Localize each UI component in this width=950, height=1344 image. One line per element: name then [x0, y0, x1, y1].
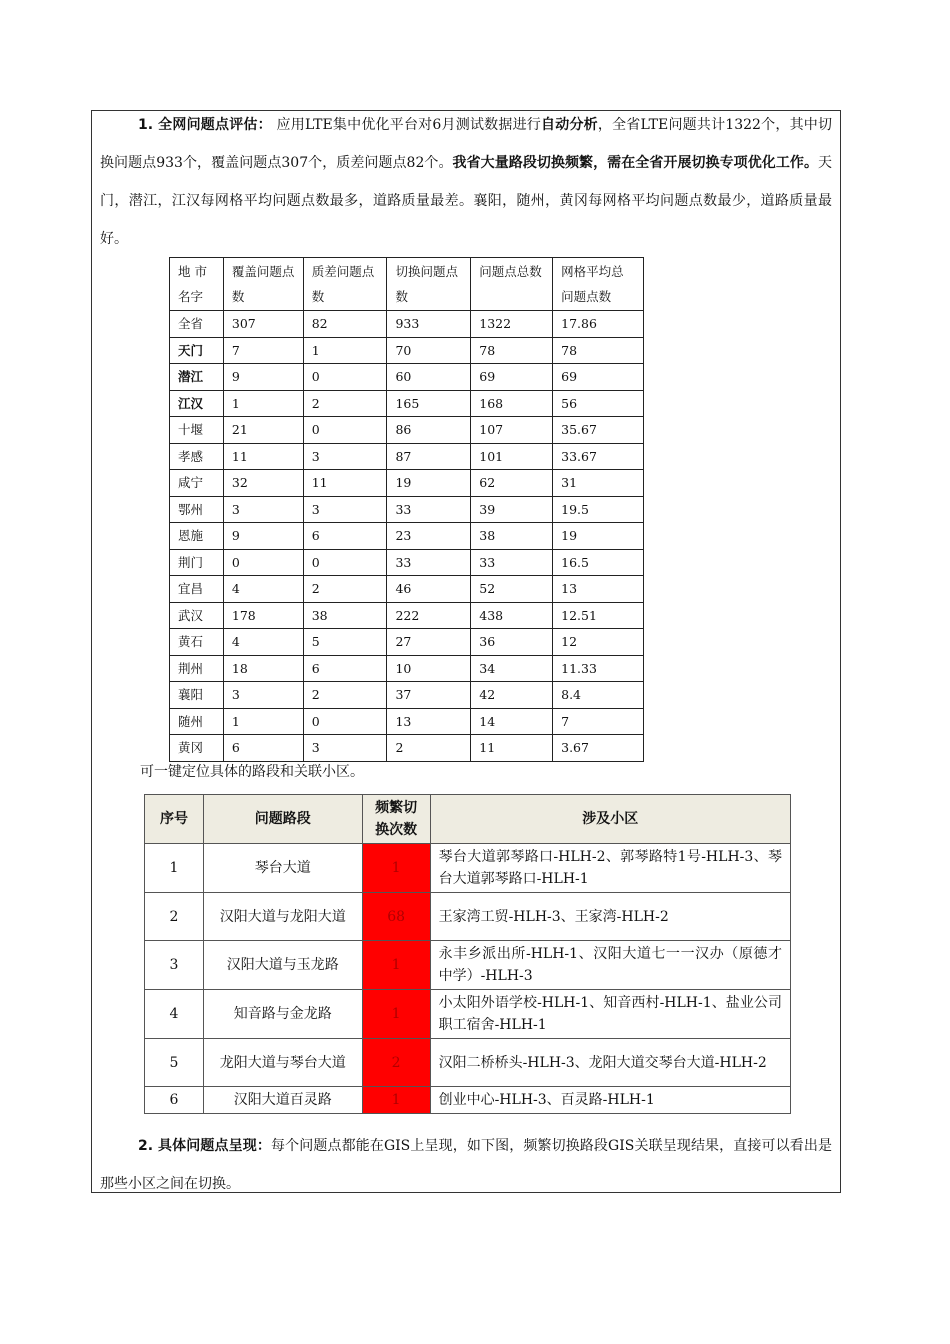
- handover-header-row: [145, 795, 791, 844]
- stats-city-cell: 恩施: [170, 523, 224, 550]
- handover-count-cell: 1: [362, 990, 430, 1039]
- stats-header-cell: 覆盖问题点数: [223, 258, 303, 311]
- stats-header-cell: 地 市名字: [170, 258, 224, 311]
- stats-value-cell: 17.86: [553, 311, 644, 338]
- handover-index-cell: 1: [145, 844, 204, 893]
- stats-city-cell: 全省: [170, 311, 224, 338]
- stats-value-cell: 11: [223, 443, 303, 470]
- handover-count-cell: 1: [362, 844, 430, 893]
- handover-index-cell: 2: [145, 893, 204, 941]
- section1-heading: 1. 全网问题点评估：: [138, 117, 272, 133]
- stats-value-cell: 6: [303, 655, 387, 682]
- stats-city-cell: 咸宁: [170, 470, 224, 497]
- handover-row: [145, 1039, 791, 1087]
- stats-city-cell: 十堰: [170, 417, 224, 444]
- stats-value-cell: 19: [553, 523, 644, 550]
- stats-value-cell: 9: [223, 523, 303, 550]
- section1-text-b: ，全省LTE问题共计1322个，其中切换问题点933个，覆盖问题点307个，质差问题点82个。: [100, 117, 833, 171]
- stats-value-cell: 12.51: [553, 602, 644, 629]
- stats-row: [170, 417, 644, 444]
- stats-value-cell: 52: [471, 576, 553, 603]
- stats-value-cell: 307: [223, 311, 303, 338]
- stats-row: [170, 364, 644, 391]
- stats-city-cell: 襄阳: [170, 682, 224, 709]
- stats-value-cell: 9: [223, 364, 303, 391]
- stats-value-cell: 33: [387, 496, 471, 523]
- stats-value-cell: 0: [303, 417, 387, 444]
- handover-count-cell: 68: [362, 893, 430, 941]
- stats-value-cell: 0: [303, 549, 387, 576]
- stats-value-cell: 0: [223, 549, 303, 576]
- handover-cells-cell: 小太阳外语学校-HLH-1、知音西村-HLH-1、盐业公司职工宿舍-HLH-1: [430, 990, 790, 1039]
- stats-value-cell: 32: [223, 470, 303, 497]
- handover-index-cell: 5: [145, 1039, 204, 1087]
- stats-row: [170, 443, 644, 470]
- stats-row: [170, 576, 644, 603]
- stats-city-cell: 武汉: [170, 602, 224, 629]
- stats-header-cell: 质差问题点数: [303, 258, 387, 311]
- handover-row: [145, 941, 791, 990]
- handover-road-cell: 汉阳大道百灵路: [203, 1087, 362, 1114]
- stats-city-cell: 荆门: [170, 549, 224, 576]
- stats-city-cell: 鄂州: [170, 496, 224, 523]
- stats-value-cell: 1: [223, 390, 303, 417]
- stats-value-cell: 27: [387, 629, 471, 656]
- stats-value-cell: 19.5: [553, 496, 644, 523]
- stats-value-cell: 34: [471, 655, 553, 682]
- handover-road-cell: 龙阳大道与琴台大道: [203, 1039, 362, 1087]
- stats-city-cell: 黄冈: [170, 735, 224, 762]
- stats-row: [170, 523, 644, 550]
- stats-value-cell: 168: [471, 390, 553, 417]
- stats-value-cell: 78: [553, 337, 644, 364]
- stats-value-cell: 1322: [471, 311, 553, 338]
- stats-value-cell: 101: [471, 443, 553, 470]
- stats-value-cell: 178: [223, 602, 303, 629]
- stats-value-cell: 7: [223, 337, 303, 364]
- stats-value-cell: 69: [553, 364, 644, 391]
- stats-row: [170, 311, 644, 338]
- stats-row: [170, 735, 644, 762]
- stats-value-cell: 6: [303, 523, 387, 550]
- section2-heading: 2. 具体问题点呈现：: [138, 1138, 272, 1154]
- document-frame: [91, 110, 841, 1193]
- stats-value-cell: 38: [303, 602, 387, 629]
- stats-row: [170, 629, 644, 656]
- stats-value-cell: 2: [387, 735, 471, 762]
- stats-value-cell: 86: [387, 417, 471, 444]
- stats-value-cell: 3.67: [553, 735, 644, 762]
- stats-value-cell: 82: [303, 311, 387, 338]
- stats-city-cell: 江汉: [170, 390, 224, 417]
- stats-value-cell: 33.67: [553, 443, 644, 470]
- handover-cells-cell: 琴台大道郭琴路口-HLH-2、郭琴路特1号-HLH-3、琴台大道郭琴路口-HLH-1: [430, 844, 790, 893]
- stats-value-cell: 39: [471, 496, 553, 523]
- handover-header-cell: 问题路段: [203, 795, 362, 844]
- stats-city-cell: 天门: [170, 337, 224, 364]
- stats-value-cell: 35.67: [553, 417, 644, 444]
- stats-city-cell: 随州: [170, 708, 224, 735]
- stats-value-cell: 38: [471, 523, 553, 550]
- stats-row: [170, 390, 644, 417]
- stats-value-cell: 36: [471, 629, 553, 656]
- stats-value-cell: 0: [303, 708, 387, 735]
- stats-value-cell: 2: [303, 390, 387, 417]
- stats-city-cell: 孝感: [170, 443, 224, 470]
- stats-value-cell: 4: [223, 576, 303, 603]
- stats-value-cell: 37: [387, 682, 471, 709]
- section1-text-a: 应用LTE集中优化平台对6月测试数据进行: [271, 117, 542, 133]
- stats-value-cell: 42: [471, 682, 553, 709]
- handover-road-cell: 汉阳大道与玉龙路: [203, 941, 362, 990]
- stats-row: [170, 655, 644, 682]
- stats-header-cell: 网格平均总问题点数: [553, 258, 644, 311]
- stats-value-cell: 69: [471, 364, 553, 391]
- stats-header-cell: 问题点总数: [471, 258, 553, 311]
- section2-text: 每个问题点都能在GIS上呈现，如下图，频繁切换路段GIS关联呈现结果，直接可以看出是那些小区之间在切换。: [100, 1138, 833, 1192]
- table-caption: 可一键定位具体的路段和关联小区。: [140, 764, 364, 780]
- stats-value-cell: 1: [303, 337, 387, 364]
- stats-row: [170, 708, 644, 735]
- handover-index-cell: 4: [145, 990, 204, 1039]
- handover-row: [145, 844, 791, 893]
- handover-index-cell: 3: [145, 941, 204, 990]
- stats-value-cell: 87: [387, 443, 471, 470]
- stats-value-cell: 438: [471, 602, 553, 629]
- stats-value-cell: 3: [223, 496, 303, 523]
- stats-value-cell: 933: [387, 311, 471, 338]
- stats-value-cell: 62: [471, 470, 553, 497]
- stats-value-cell: 14: [471, 708, 553, 735]
- handover-cells-cell: 汉阳二桥桥头-HLH-3、龙阳大道交琴台大道-HLH-2: [430, 1039, 790, 1087]
- handover-header-cell: 涉及小区: [430, 795, 790, 844]
- stats-value-cell: 78: [471, 337, 553, 364]
- stats-row: [170, 602, 644, 629]
- section1-bold-b: 我省大量路段切换频繁，需在全省开展切换专项优化工作。: [452, 155, 818, 171]
- stats-value-cell: 70: [387, 337, 471, 364]
- handover-row: [145, 893, 791, 941]
- stats-value-cell: 3: [303, 496, 387, 523]
- stats-value-cell: 23: [387, 523, 471, 550]
- section1-text-c: 天门，潜江，江汉每网格平均问题点数最多，道路质量最差。襄阳，随州，黄冈每网格平均问题点数最少，道路质量最好。: [100, 155, 832, 247]
- handover-count-cell: 1: [362, 941, 430, 990]
- stats-city-cell: 荆州: [170, 655, 224, 682]
- stats-value-cell: 13: [387, 708, 471, 735]
- stats-value-cell: 3: [223, 682, 303, 709]
- stats-value-cell: 2: [303, 682, 387, 709]
- stats-value-cell: 56: [553, 390, 644, 417]
- handover-cells-cell: 永丰乡派出所-HLH-1、汉阳大道七一一汉办（原德才中学）-HLH-3: [430, 941, 790, 990]
- handover-index-cell: 6: [145, 1087, 204, 1114]
- stats-value-cell: 7: [553, 708, 644, 735]
- stats-value-cell: 33: [471, 549, 553, 576]
- stats-city-cell: 潜江: [170, 364, 224, 391]
- section1-bold-a: 自动分析: [541, 117, 598, 133]
- stats-value-cell: 33: [387, 549, 471, 576]
- stats-value-cell: 5: [303, 629, 387, 656]
- stats-header-cell: 切换问题点数: [387, 258, 471, 311]
- stats-value-cell: 2: [303, 576, 387, 603]
- stats-value-cell: 11.33: [553, 655, 644, 682]
- stats-value-cell: 4: [223, 629, 303, 656]
- handover-cells-cell: 王家湾工贸-HLH-3、王家湾-HLH-2: [430, 893, 790, 941]
- stats-value-cell: 31: [553, 470, 644, 497]
- stats-value-cell: 16.5: [553, 549, 644, 576]
- handover-row: [145, 1087, 791, 1114]
- stats-value-cell: 21: [223, 417, 303, 444]
- stats-row: [170, 470, 644, 497]
- stats-value-cell: 60: [387, 364, 471, 391]
- stats-value-cell: 1: [223, 708, 303, 735]
- handover-cells-cell: 创业中心-HLH-3、百灵路-HLH-1: [430, 1087, 790, 1114]
- handover-header-cell: 频繁切换次数: [362, 795, 430, 844]
- stats-value-cell: 10: [387, 655, 471, 682]
- stats-row: [170, 549, 644, 576]
- handover-table: [144, 794, 791, 1114]
- stats-value-cell: 222: [387, 602, 471, 629]
- stats-value-cell: 0: [303, 364, 387, 391]
- stats-value-cell: 13: [553, 576, 644, 603]
- stats-city-cell: 宜昌: [170, 576, 224, 603]
- stats-row: [170, 496, 644, 523]
- stats-value-cell: 18: [223, 655, 303, 682]
- stats-value-cell: 46: [387, 576, 471, 603]
- stats-header-row: [170, 258, 644, 311]
- stats-city-cell: 黄石: [170, 629, 224, 656]
- stats-table: [169, 257, 644, 762]
- handover-count-cell: 2: [362, 1039, 430, 1087]
- stats-value-cell: 3: [303, 735, 387, 762]
- stats-value-cell: 8.4: [553, 682, 644, 709]
- stats-value-cell: 107: [471, 417, 553, 444]
- handover-road-cell: 汉阳大道与龙阳大道: [203, 893, 362, 941]
- handover-road-cell: 知音路与金龙路: [203, 990, 362, 1039]
- handover-row: [145, 990, 791, 1039]
- stats-value-cell: 19: [387, 470, 471, 497]
- stats-row: [170, 682, 644, 709]
- stats-value-cell: 12: [553, 629, 644, 656]
- stats-value-cell: 3: [303, 443, 387, 470]
- stats-value-cell: 11: [303, 470, 387, 497]
- section2-paragraph: [100, 1127, 832, 1203]
- handover-road-cell: 琴台大道: [203, 844, 362, 893]
- stats-value-cell: 165: [387, 390, 471, 417]
- section1-paragraph: [100, 106, 832, 258]
- handover-count-cell: 1: [362, 1087, 430, 1114]
- stats-row: [170, 337, 644, 364]
- handover-header-cell: 序号: [145, 795, 204, 844]
- stats-value-cell: 11: [471, 735, 553, 762]
- stats-value-cell: 6: [223, 735, 303, 762]
